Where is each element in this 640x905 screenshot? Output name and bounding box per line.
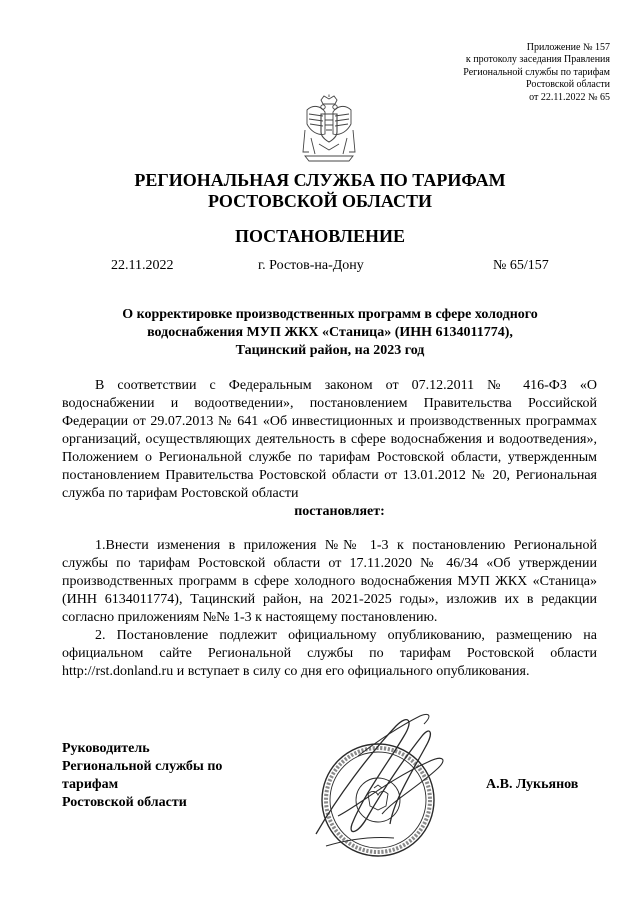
signature-title-line: Ростовской области (62, 795, 187, 810)
item-2-paragraph: 2. Постановление подлежит официальному опубликованию, размещению на официальном сайте Региональной службы по тарифам Ростовской области http://rst.donland.ru и вступает в силу со дня его официального опубликования. (62, 628, 597, 679)
appendix-line: от 22.11.2022 № 65 (529, 91, 610, 103)
appendix-line: Региональной службы по тарифам (463, 66, 610, 78)
appendix-line: Приложение № 157 (526, 42, 610, 53)
resolves-heading: постановляет: (294, 504, 385, 519)
document-body (62, 377, 597, 681)
signature-block (62, 740, 282, 812)
organization-name (0, 170, 640, 212)
org-line: РЕГИОНАЛЬНАЯ СЛУЖБА ПО ТАРИФАМ (134, 170, 506, 190)
official-seal-stamp (298, 696, 468, 876)
coat-of-arms-icon (299, 94, 359, 164)
signature-title-line: Региональной службы по тарифам (62, 759, 223, 792)
subject-line: Тацинский район, на 2023 год (235, 343, 425, 358)
appendix-note (350, 42, 610, 104)
document-date: 22.11.2022 (111, 258, 174, 273)
signature-title-line: Руководитель (62, 741, 150, 756)
subject-line: О корректировке производственных программ в сфере холодного (122, 307, 538, 322)
subject-line: водоснабжения МУП ЖКХ «Станица» (ИНН 6134011774), (147, 325, 513, 340)
document-meta (0, 257, 640, 277)
document-number: № 65/157 (493, 258, 549, 273)
document-city: г. Ростов-на-Дону (258, 258, 364, 273)
preamble-paragraph: В соответствии с Федеральным законом от 07.12.2011 № 416-ФЗ «О водоснабжении и водоотведении», постановлением Правительства Российской Федерации от 29.07.2013 № 641 «Об инвестиционных и производственных программах организаций, осуществляющих деятельность в сфере водоснабжения и водоотведения», Положением о Региональной службе по тарифам Ростовской области, утвержденным постановлением Правительства Ростовской области от 13.01.2012 № 20, Региональная служба по тарифам Ростовской области (62, 378, 597, 501)
appendix-line: к протоколу заседания Правления (465, 54, 610, 66)
signer-name: А.В. Лукьянов (486, 777, 579, 792)
document-type: ПОСТАНОВЛЕНИЕ (234, 226, 406, 246)
org-line: РОСТОВСКОЙ ОБЛАСТИ (208, 191, 432, 211)
document-subject (70, 306, 590, 360)
item-1-paragraph: 1.Внести изменения в приложения №№ 1-3 к постановлению Региональной службы по тарифам Ростовской области от 17.11.2020 № 46/34 «Об утверждении производственных программ в сфере холодного водоснабжения МУП ЖКХ «Станица» (ИНН 6134011774), Тацинский район, на 2021-2025 годы», изложив их в редакции согласно приложениям №№ 1-3 к настоящему постановлению. (62, 538, 597, 625)
appendix-line: Ростовской области (526, 79, 610, 91)
